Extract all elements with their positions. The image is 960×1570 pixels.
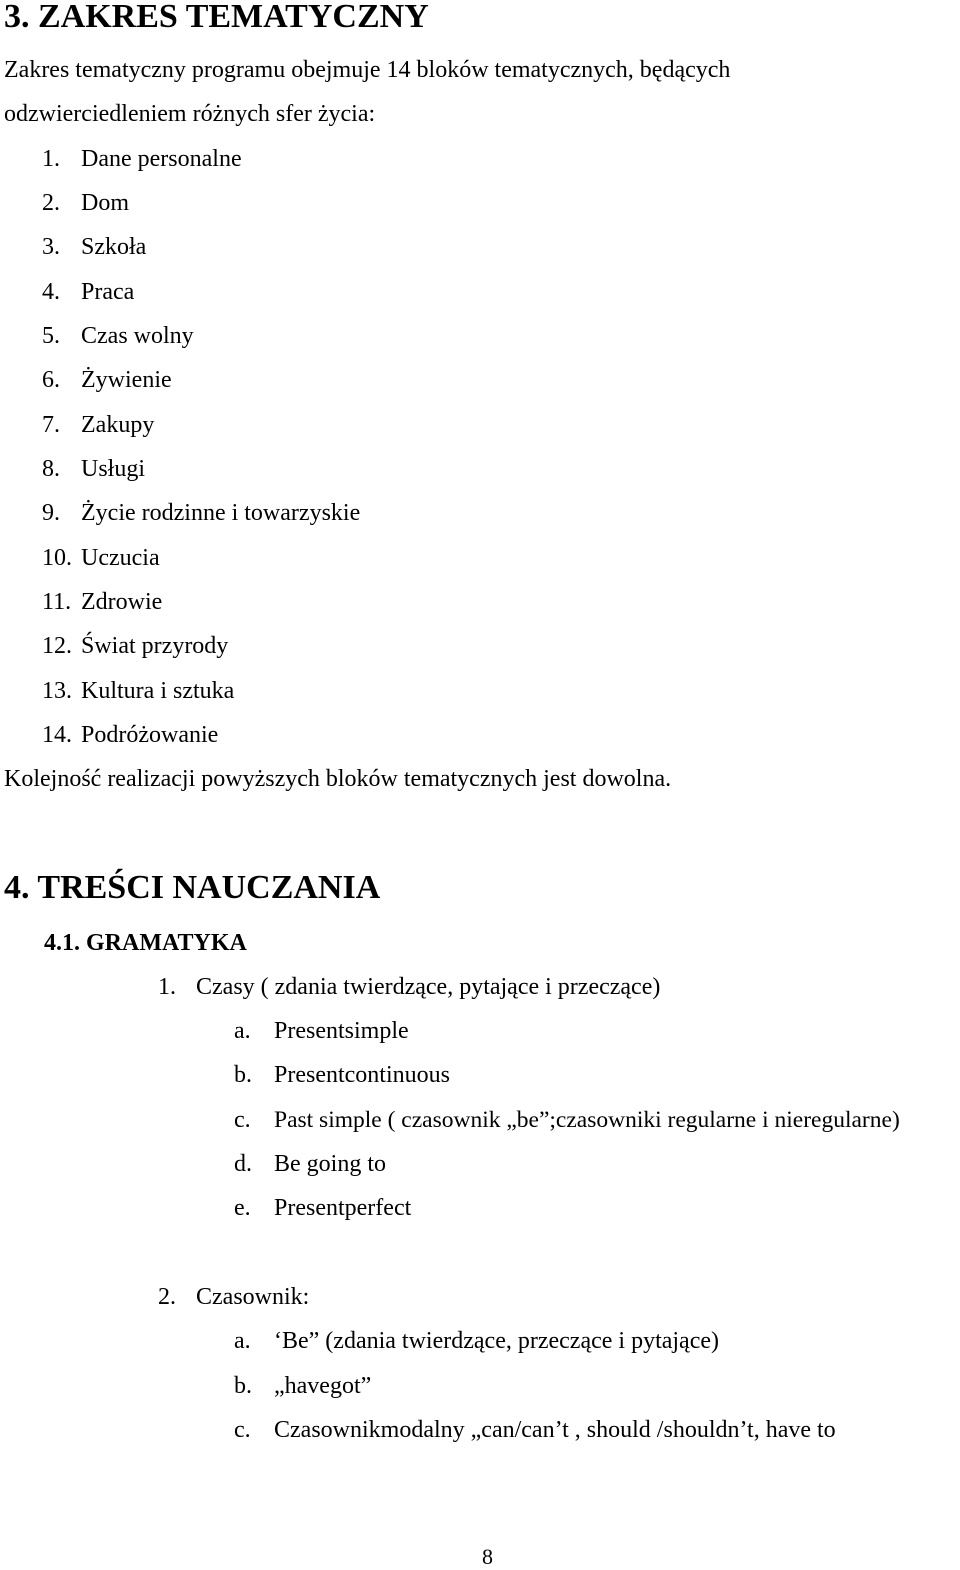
list-item-number: 13. <box>42 678 72 704</box>
sub-item-label: Past simple ( czasownik „be”;czasowniki regularne i nieregularne) <box>274 1107 900 1133</box>
list-item-number: 8. <box>42 456 60 482</box>
sub-item-letter: c. <box>234 1107 251 1133</box>
list-item-label: Świat przyrody <box>81 633 229 659</box>
list-item-number: 12. <box>42 633 72 659</box>
list-item-label: Dom <box>81 190 129 216</box>
closing-sentence: Kolejność realizacji powyższych bloków tematycznych jest dowolna. <box>4 766 672 792</box>
sub-item-letter: a. <box>234 1018 251 1044</box>
sub-item-label: ‘Be” (zdania twierdzące, przeczące i pytające) <box>274 1328 720 1354</box>
list-item-label: Czas wolny <box>81 323 194 349</box>
list-item-label: Praca <box>81 279 135 305</box>
list-item-number: 2. <box>42 190 60 216</box>
list-item-number: 5. <box>42 323 60 349</box>
sub-item-letter: c. <box>234 1417 251 1443</box>
list-item-label: Dane personalne <box>81 146 242 172</box>
group-label: Czasy ( zdania twierdzące, pytające i przeczące) <box>196 974 661 1000</box>
section-heading-tresci-nauczania: 4. TREŚCI NAUCZANIA <box>4 869 381 906</box>
list-item-label: Zdrowie <box>81 589 163 615</box>
intro-paragraph-line-2: odzwierciedleniem różnych sfer życia: <box>4 101 376 127</box>
list-item-number: 11. <box>42 589 72 615</box>
page-number: 8 <box>482 1544 493 1569</box>
sub-item-label: Czasownikmodalny „can/can’t , should /shouldn’t, have to <box>274 1417 836 1443</box>
sub-item-letter: d. <box>234 1151 252 1177</box>
group-number: 1. <box>158 974 176 1000</box>
group-number: 2. <box>158 1284 176 1310</box>
list-item-number: 10. <box>42 545 72 571</box>
sub-item-letter: e. <box>234 1195 251 1221</box>
sub-item-label: Presentcontinuous <box>274 1062 450 1088</box>
list-item-number: 7. <box>42 412 60 438</box>
list-item-number: 4. <box>42 279 60 305</box>
list-item-number: 1. <box>42 146 60 172</box>
subsection-heading-gramatyka: 4.1. GRAMATYKA <box>44 930 247 956</box>
sub-item-letter: b. <box>234 1373 252 1399</box>
list-item-number: 9. <box>42 500 60 526</box>
sub-item-label: Presentperfect <box>274 1195 412 1221</box>
list-item-label: Żywienie <box>81 367 172 393</box>
list-item-label: Życie rodzinne i towarzyskie <box>81 500 361 526</box>
list-item-label: Podróżowanie <box>81 722 219 748</box>
list-item-label: Uczucia <box>81 545 160 571</box>
sub-item-label: Be going to <box>274 1151 386 1177</box>
intro-paragraph-line-1: Zakres tematyczny programu obejmuje 14 bloków tematycznych, będących <box>4 57 731 83</box>
list-item-number: 14. <box>42 722 72 748</box>
sub-item-letter: a. <box>234 1328 251 1354</box>
list-item-number: 6. <box>42 367 60 393</box>
sub-item-label: Presentsimple <box>274 1018 409 1044</box>
list-item-label: Zakupy <box>81 412 155 438</box>
section-heading-zakres-tematyczny: 3. ZAKRES TEMATYCZNY <box>4 0 429 35</box>
group-label: Czasownik: <box>196 1284 310 1310</box>
sub-item-label: „havegot” <box>274 1373 372 1399</box>
list-item-label: Szkoła <box>81 234 147 260</box>
list-item-number: 3. <box>42 234 60 260</box>
sub-item-letter: b. <box>234 1062 252 1088</box>
list-item-label: Usługi <box>81 456 146 482</box>
list-item-label: Kultura i sztuka <box>81 678 235 704</box>
